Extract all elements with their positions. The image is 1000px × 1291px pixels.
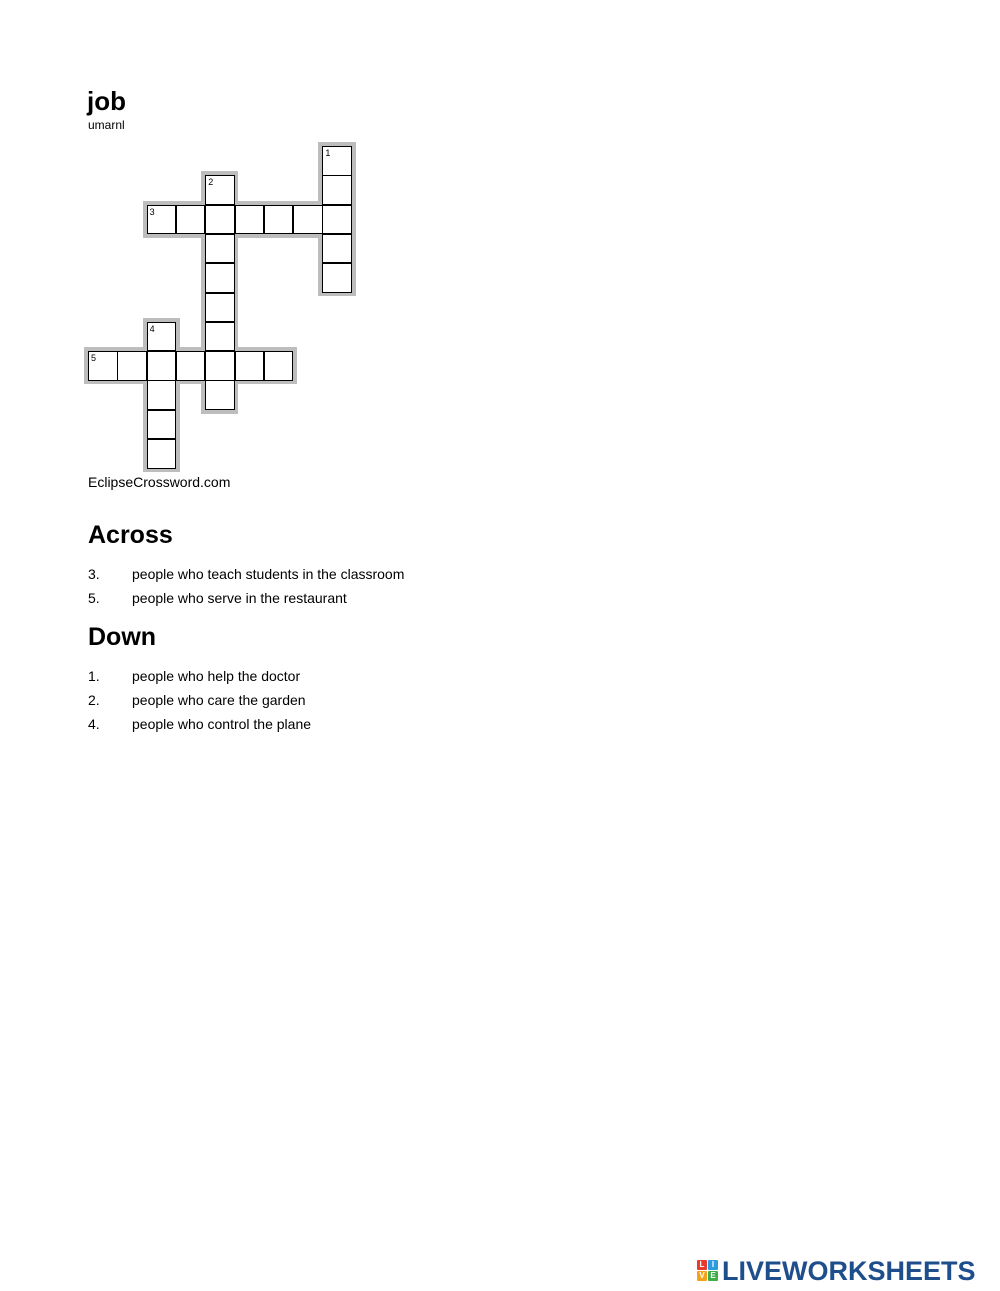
crossword-cell[interactable] bbox=[147, 205, 177, 235]
clue-number: 4. bbox=[88, 716, 100, 732]
crossword-cell[interactable] bbox=[235, 351, 265, 381]
crossword-cell[interactable] bbox=[176, 205, 206, 235]
clue-number: 3. bbox=[88, 566, 100, 582]
crossword-cell[interactable] bbox=[176, 351, 206, 381]
logo-badge-letter: E bbox=[708, 1271, 718, 1281]
clue-text: people who control the plane bbox=[132, 716, 312, 732]
cell-number: 1 bbox=[325, 148, 331, 158]
crossword-cell[interactable] bbox=[205, 263, 235, 293]
clue-text: people who serve in the restaurant bbox=[132, 590, 347, 606]
crossword-cell[interactable] bbox=[117, 351, 147, 381]
crossword-cell[interactable] bbox=[147, 410, 177, 440]
crossword-cell[interactable] bbox=[322, 263, 352, 293]
logo-text: LIVEWORKSHEETS bbox=[722, 1256, 976, 1286]
crossword-cell[interactable] bbox=[205, 293, 235, 323]
author-name: umarnl bbox=[88, 118, 125, 132]
cell-number: 3 bbox=[149, 206, 155, 217]
crossword-cell[interactable] bbox=[205, 351, 235, 381]
crossword-cell[interactable] bbox=[322, 146, 352, 176]
crossword-cell[interactable] bbox=[293, 205, 323, 235]
logo-badge-icon bbox=[697, 1260, 719, 1282]
across-heading: Across bbox=[88, 521, 173, 549]
cell-number: 4 bbox=[149, 323, 155, 334]
crossword-cell[interactable] bbox=[147, 351, 177, 381]
crossword-cell[interactable] bbox=[264, 351, 294, 381]
logo-badge-letter: I bbox=[708, 1260, 718, 1270]
crossword-cell[interactable] bbox=[322, 175, 352, 205]
clue-text: people who teach students in the classroom bbox=[132, 566, 405, 582]
cell-number: 5 bbox=[91, 353, 97, 364]
crossword-cell[interactable] bbox=[88, 351, 118, 381]
clue-text: people who help the doctor bbox=[132, 668, 301, 684]
crossword-cell[interactable] bbox=[205, 322, 235, 352]
crossword-cell[interactable] bbox=[235, 205, 265, 235]
crossword-cell[interactable] bbox=[147, 439, 177, 469]
clue-number: 1. bbox=[88, 668, 100, 684]
credit-text: EclipseCrossword.com bbox=[88, 474, 231, 490]
crossword-cell[interactable] bbox=[322, 205, 352, 235]
clue-number: 5. bbox=[88, 590, 100, 606]
cell-number: 2 bbox=[208, 177, 214, 188]
clue-number: 2. bbox=[88, 692, 100, 708]
crossword-cell[interactable] bbox=[147, 380, 177, 410]
crossword-cell[interactable] bbox=[147, 322, 177, 352]
crossword-cell[interactable] bbox=[205, 380, 235, 410]
clue-text: people who care the garden bbox=[132, 692, 306, 708]
crossword-cell[interactable] bbox=[205, 234, 235, 264]
liveworksheets-logo bbox=[697, 1256, 976, 1286]
down-heading: Down bbox=[88, 623, 157, 651]
crossword-cell[interactable] bbox=[205, 205, 235, 235]
crossword-cell[interactable] bbox=[264, 205, 294, 235]
logo-badge-letter: L bbox=[697, 1260, 707, 1270]
crossword-cell[interactable] bbox=[205, 175, 235, 205]
logo-badge-letter: V bbox=[697, 1271, 707, 1281]
worksheet-title: job bbox=[87, 86, 126, 116]
crossword-cell[interactable] bbox=[322, 234, 352, 264]
